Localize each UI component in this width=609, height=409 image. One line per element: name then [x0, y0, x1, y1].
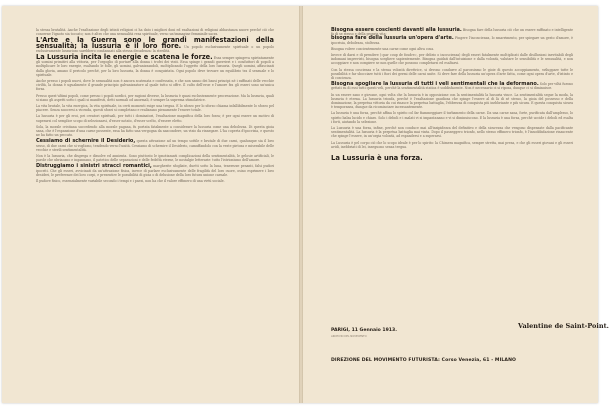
paragraph: La Lussuria è una forza, infine, perché non conduce mai all'insipidezza del definitivo e della sicurezza che vengono dispensate dalla pacificante sentimentalità. La lussuria è la perpetua battaglia mai vinta. Dopo il passeggero trionfo, nello stesso effimero trionfo, è l'insoddisfazione rinascente che spinge l'essere, in un'orgia volontà, ad espandersi e a superarsi.	[331, 126, 573, 139]
paragraph: bisogna fare della lussuria un'opera d'arte. Fingere l'incoscienza, lo smarrimento, per spiegare un gesto d'amore, è ipocrisia, debolezza, stoltezza.	[331, 35, 573, 45]
paragraph: Non è la lussuria, che disgrega e dissolve ed annienta. Sono piuttosto le ipnotizzanti complicazioni della sentimentalità, le gelosie artificiali, le parole che ubriacano e ingannano, il patetico delle separazioni e delle fedeltà eterne, le nostalgie letterarie: tutto l'istrionismo dell'amore.	[36, 154, 274, 163]
right-page	[303, 6, 609, 403]
archive-stamp: ARCHIVIO DEL NOVECENTO	[331, 335, 367, 338]
left-page-column	[36, 28, 274, 183]
headline-desire: Cessiamo di schernire il Desiderio,	[36, 138, 136, 145]
paragraph: Invece di darsi e di prendere («par coup de foudre», per delirio o incoscienza) degli esseri fatalmente moltiplicati dalle disillusioni inevitabili degli indomani imprevisti, bisogna scegliere sapientemente. Bisogna guidati dall'intuizione e dalla volontà, valutare le sensibilità e le sensualità, e non accoppiare e non compiere se non quelle che possono completarsi ed esaltarsi.	[331, 53, 573, 66]
paragraph: la stessa brutalità. Anche l'esaltazione degli istinti religiosi ci ha dato i migliori doni ed esaltazioni di religioni abbastanza nuove perché ciò che concerne l'ignoto sia toccato; non è altro che una sensualità resa spirituale, verso un'immagine femminile sacra.	[36, 28, 274, 37]
paragraph: Anche presso i popoli nuovi, dove le sensualità non è ancora scatenata e confessata, e che non sanno dei bassi principi né i raffinati delle vecchie civiltà, la donna è ugualmente il grande principio galvanizzatore al quale tutto si offre. Il culto dell'eroe e l'amore fra gli esseri sono un'unica forza.	[36, 79, 274, 92]
headline-work-of-art: bisogna fare della lussuria un'opera d'arte.	[331, 35, 454, 42]
headline-destroy-rags: Distruggiamo i sinistri stracci romantici,	[36, 163, 152, 170]
paragraph: Bisogna volere coscientemente una carne come ogni altra cosa.	[331, 46, 435, 51]
paragraph: La lussuria è una forza, perché affina lo spirito col far fiammeggiare il turbamento della carne. Da una carne sana, forte, purificata dall'amplesso, lo spirito balza lucido e chiaro. Solo i deboli e i malati vi si impantanano e vi si diminuiscono. E la lussuria è una forza, perché uccide i deboli ed esalta i forti, aiutando la selezione.	[331, 111, 573, 124]
author-signature: Valentine de Saint-Point.	[518, 322, 609, 330]
paragraph: La Lussuria è pel corpo ciò che lo scopo ideale è per lo spirito: la Chimera magnifica, sempre stretta, mai presa, e che gli esseri giovani e gli esseri avidi, inebbriati di lei, inseguono senza tregua.	[331, 140, 573, 149]
dateline: PARIGI, 11 Gennaio 1913.	[331, 328, 397, 333]
paragraph: L'Arte e la Guerra sono le grandi manifestazioni della sensualità; la lussuria è il loro fiore. Un popolo esclusivamente spirituale o un popolo esclusivamente lussurioso sarebbero condannati alla stessa decadenza: la sterilità.	[36, 36, 275, 53]
headline-conscious: Bisogna essere coscienti davanti alla lussuria.	[331, 27, 462, 33]
paragraph: Presso quest'ultimi popoli, come presso i popoli nordici, per ragioni diverse, la lussuria è quasi esclusivamente procreazione. Ma la lussuria, quali si siano gli aspetti sotto i quali si manifesti, detti normali od anormali, è sempre la suprema stimolatrice.	[36, 93, 274, 102]
publisher-imprint: DIREZIONE DEL MOVIMENTO FUTURISTA: Corso Venezia, 61 - MILANO	[331, 358, 517, 363]
paragraph: Bisogna spogliare la lussuria di tutti i veli sentimentali che la deformano. Solo per viltà furono gettati su di essi tutti questi veli, perché la sentimentalità statica è soddisfacente. Non è necessario ci si riposa, dunque ci si diminuisce.	[331, 81, 573, 91]
paragraph: La Lussuria incita le energie e scatena le forze. Essa sempre spingeva spietatamente gli uomini primitivi alla vittoria, per l'orgoglio di portare alla donna i trofei dei vinti. Essa spinge i grandi guerrieri e i conduttori di popoli a moltiplicare le loro energie, esaltando le folle, gli uomini, galvanizzandoli, moltiplicando l'oggetto della loro lussuria. Quegli uomini, affascinati dalla gloria, amano il pericolo perché, per la loro lussuria, la donna è conquistata. Ogni popolo deve trovare un equilibrio tra il sensuale e lo spirituale.	[36, 53, 275, 77]
left-page	[2, 6, 299, 403]
paragraph: Distruggiamo i sinistri stracci romantici, margherite sfogliate, duetti sotto la luna, tenerezze pesanti, falsi pudori ipocriti. Che gli esseri, avvicinati da un'attrazione fisica, invece di parlare esclusivamente delle fragilità del loro cuore, osino esprimere i loro desideri, le preferenze dei loro corpi, e presentire le possibilità di gioia o di delusione della loro futura unione carnale.	[36, 163, 275, 177]
paragraph: Bisogna essere coscienti davanti alla lussuria. Bisogna fare della lussuria ciò che un essere raffinato e intelligente fa di se stesso e della propria vita;	[331, 27, 573, 37]
paragraph: Cessiamo di schernire il Desiderio, questa attrazione ad un tempo sottile e brutale di due carni, qualunque sia il loro sesso, di due carni che si vogliono, tendendo verso l'unità. Cessiamo di schernire il Desiderio, camuffandolo con la veste pietosa e miserabile delle vecchie e sterili sentimentalità.	[36, 138, 274, 152]
paragraph: Sola, la morale cristiana succedendo alla morale pagana, fu portata fatalmente a considerare la lussuria come una debolezza. Di questa gioia sana, che è l'espansione d'una carne possente, essa ha fatto una vergogna da nascondere, un vizio da rinnegare. L'ha coperta d'ipocrisia, e questo ne ha fatto un peccato.	[36, 124, 274, 138]
paragraph: La lussuria è per gli eroi, pei creatori spirituali, per tutti i dominatori, l'esaltazione magnifica della loro forza; è per ogni essere un motivo di superarsi col semplice scopo di selezionarsi, d'esser notato, d'esser scelto, d'essere eletto.	[36, 114, 274, 123]
paragraph: Con la stessa coscienza e la stessa volontà direttrice, si devono condurre al parossismo le gioie di questo accoppiamento, sviluppare tutte le possibilità e far sbocciare tutti i fiori dei germi delle carni unite. Si deve fare della lussuria un'opera d'arte fatta, come ogni opera d'arte, d'istinto e di coscienza.	[331, 67, 573, 81]
headline-strip-veils: Bisogna spogliare la lussuria di tutti i veli sentimentali che la deformano.	[331, 81, 539, 88]
paragraph: Il pudore fisico, essenzialmente variabile secondo i tempi e i paesi, non ha che il valore effimero di una virtù sociale.	[36, 179, 225, 184]
document-spread	[2, 6, 609, 403]
paragraph: La vita brutale, la vita energica, la vita spirituale, in certi momenti esige una tregua. E lo sforzo per lo sforzo chiama infallibilmente lo sforzo pel piacere. Senza nuocersi a vicenda, questi sforzi si completano e realizzano pienamente l'essere totale.	[36, 104, 274, 113]
closing-motto: La Lussuria è una forza.	[331, 154, 423, 163]
paragraph: In un essere sano e giovane, ogni volta che la lussuria è in opposizione con la sentimentalità la lussuria vince. La sentimentalità segue la moda, la lussuria è eterna. La lussuria trionfa, perché è l'esaltazione gaudiosa che spinge l'essere al di là di sé stesso, la gioia del possesso e della dominazione, la perpetua vittoria da cui rinasce la perpetua battaglia, l'ebbrezza di conquista più inebbriante e più sicura. E questa conquista sicura è temporanea, dunque da ricominciare incessantemente.	[331, 92, 573, 110]
right-page-column	[331, 28, 573, 162]
headline-art-war: L'Arte e la Guerra sono le grandi manifestazioni della sensualità; la lussuria è il loro fiore.	[36, 36, 274, 50]
headline-energies: La Lussuria incita le energie e scatena le forze.	[36, 53, 213, 62]
